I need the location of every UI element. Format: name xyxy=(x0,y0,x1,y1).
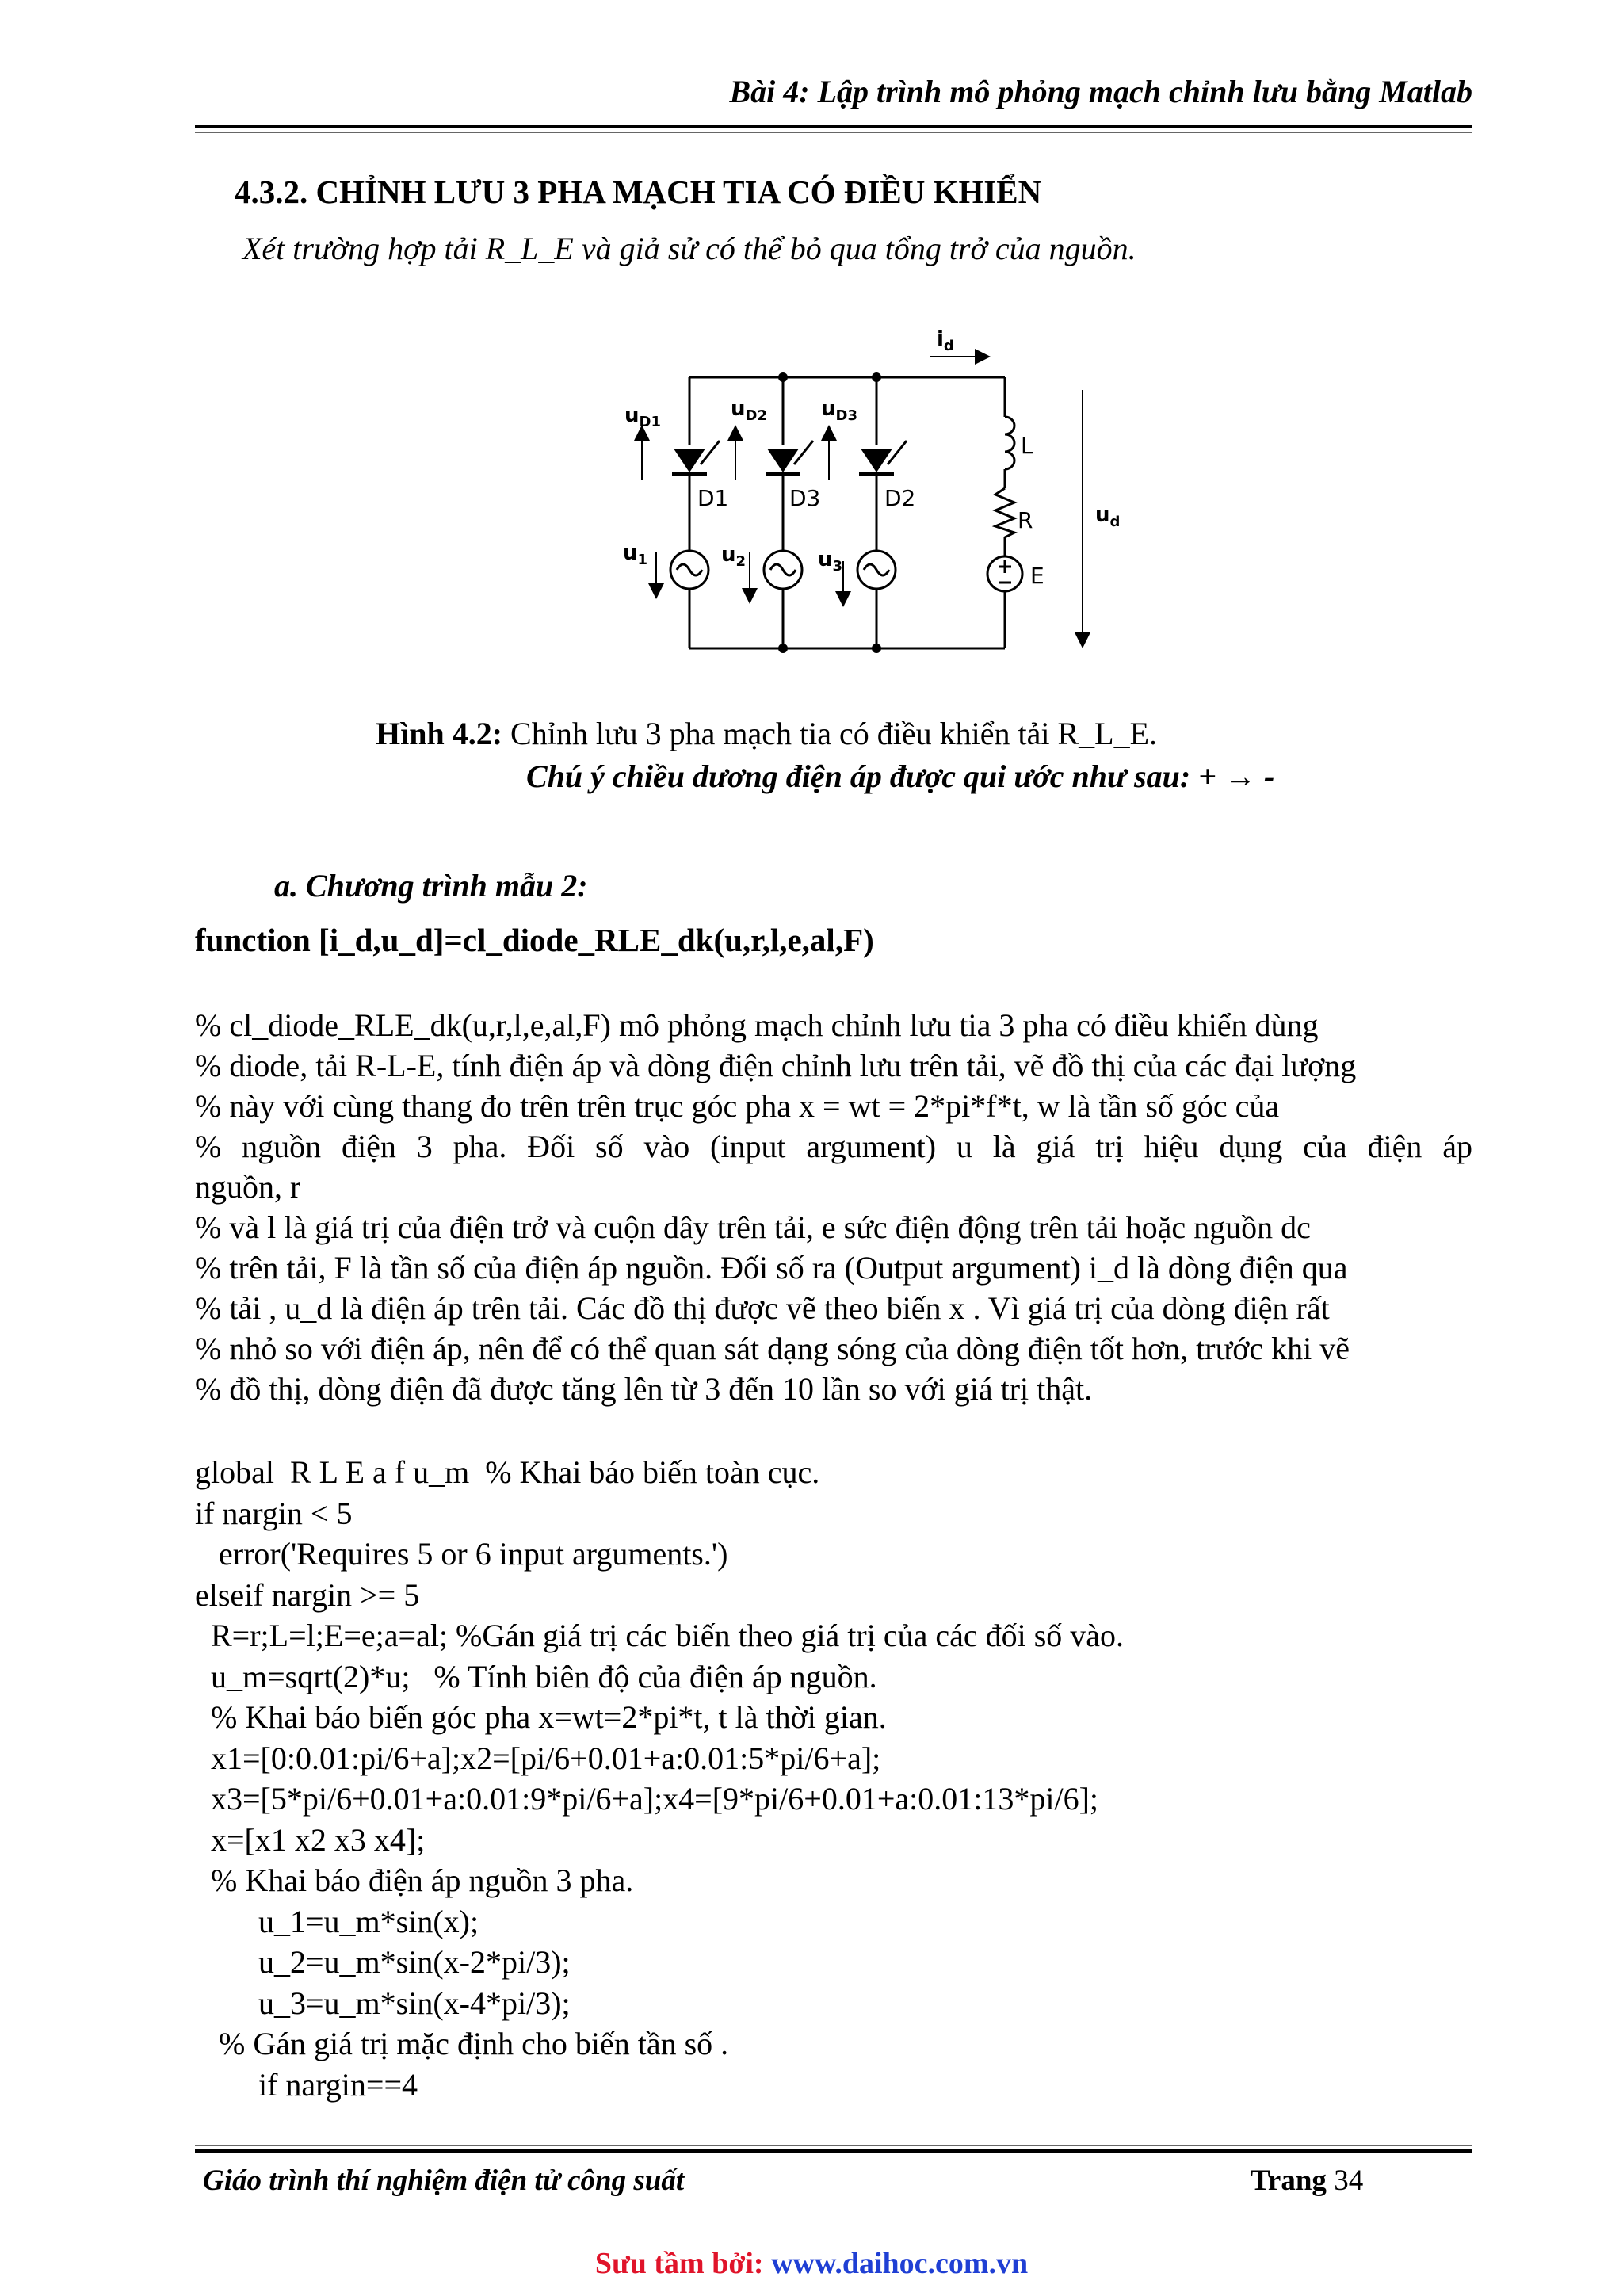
footer-rule-thin xyxy=(195,2145,1472,2146)
code-line: elseif nargin >= 5 xyxy=(195,1576,420,1613)
function-signature: function [i_d,u_d]=cl_diode_RLE_dk(u,r,l,e,al,F) xyxy=(195,922,874,958)
comment-line: % cl_diode_RLE_dk(u,r,l,e,al,F) mô phỏng mạch chỉnh lưu tia 3 pha có điều khiển dùng xyxy=(195,1007,1319,1043)
code-line: % Gán giá trị mặc định cho biến tần số . xyxy=(195,2026,729,2061)
svg-text:id: $i_d$ xyxy=(937,327,954,354)
comment-line: nguồn, r xyxy=(195,1169,301,1205)
footer-rule xyxy=(195,2149,1472,2153)
svg-text:L: L xyxy=(1021,433,1033,459)
code-line: error('Requires 5 or 6 input arguments.') xyxy=(195,1536,728,1572)
svg-text:u3: $u_3$ xyxy=(818,548,843,575)
section-intro: Xét trường hợp tải R_L_E và giả sử có thể bỏ qua tổng trở của nguồn. xyxy=(242,231,1136,266)
code-line: x1=[0:0.01:pi/6+a];x2=[pi/6+0.01+a:0.01:5*pi/6+a]; xyxy=(195,1740,881,1776)
svg-text:D3: D3 xyxy=(789,485,821,511)
svg-text:E: E xyxy=(1030,563,1044,589)
comment-line: % này với cùng thang đo trên trên trục góc pha x = wt = 2*pi*f*t, w là tần số góc của xyxy=(195,1088,1280,1124)
code-line: if nargin < 5 xyxy=(195,1495,353,1531)
footer-page-number: Trang 34 xyxy=(1251,2164,1364,2197)
code-line: if nargin==4 xyxy=(195,2066,418,2103)
comment-line: % diode, tải R-L-E, tính điện áp và dòng điện chỉnh lưu trên tải, vẽ đồ thị của các đại lượng xyxy=(195,1048,1357,1083)
footer-book-title: Giáo trình thí nghiệm điện tử công suất xyxy=(203,2164,685,2197)
code-line: u_3=u_m*sin(x-4*pi/3); xyxy=(195,1985,571,2021)
thyristor-icons xyxy=(672,441,907,474)
code-line: % Khai báo điện áp nguồn 3 pha. xyxy=(195,1862,634,1898)
header-rule xyxy=(195,125,1472,128)
comment-line: % nguồn điện 3 pha. Đối số vào (input argument) u là giá trị hiệu dụng của điện áp xyxy=(195,1129,1472,1164)
figure-note: Chú ý chiều dương điện áp được qui ước như sau: + → - xyxy=(526,758,1275,794)
svg-text:uD1: $u_{D1}$ xyxy=(624,403,661,430)
code-line: global R L E a f u_m % Khai báo biến toàn cục. xyxy=(195,1454,820,1490)
code-line: u_2=u_m*sin(x-2*pi/3); xyxy=(195,1944,571,1980)
comment-line: % tải , u_d là điện áp trên tải. Các đồ thị được vẽ theo biến x . Vì giá trị của dòng điện rất xyxy=(195,1290,1330,1326)
comment-line: % đồ thị, dòng điện đã được tăng lên từ 3 đến 10 lần so với giá trị thật. xyxy=(195,1371,1093,1407)
code-line: u_1=u_m*sin(x); xyxy=(195,1903,479,1939)
svg-text:u2: $u_2$ xyxy=(721,543,747,570)
code-line: u_m=sqrt(2)*u; % Tính biên độ của điện áp nguồn. xyxy=(195,1658,877,1694)
svg-text:u1: $u_1$ xyxy=(623,541,648,568)
svg-text:D1: D1 xyxy=(697,485,729,511)
code-line: R=r;L=l;E=e;a=al; %Gán giá trị các biến theo giá trị của các đối số vào. xyxy=(195,1618,1125,1653)
svg-text:ud: $u_d$ xyxy=(1095,503,1121,530)
comment-line: % trên tải, F là tần số của điện áp nguồn. Đối số ra (Output argument) i_d là dòng điện qua xyxy=(195,1250,1348,1286)
comment-line: % và l là giá trị của điện trở và cuộn dây trên tải, e sức điện động trên tải hoặc nguồn dc xyxy=(195,1209,1311,1245)
comment-block xyxy=(195,1005,1472,1409)
svg-text:D2: D2 xyxy=(884,485,916,511)
code-line: x=[x1 x2 x3 x4]; xyxy=(195,1821,426,1858)
footer-credit: Sưu tầm bởi: www.daihoc.com.vn xyxy=(594,2247,1029,2280)
code-block xyxy=(195,1452,1124,2105)
svg-text:R: R xyxy=(1018,507,1033,533)
svg-text:uD2: $u_{D2}$ xyxy=(731,397,767,424)
header-rule-thin xyxy=(195,132,1472,133)
code-line: x3=[5*pi/6+0.01+a:0.01:9*pi/6+a];x4=[9*pi/6+0.01+a:0.01:13*pi/6]; xyxy=(195,1781,1099,1817)
code-line: % Khai báo biến góc pha x=wt=2*pi*t, t là thời gian. xyxy=(195,1699,887,1735)
comment-line: % nhỏ so với điện áp, nên để có thể quan sát dạng sóng của dòng điện tốt hơn, trước khi vẽ xyxy=(195,1331,1350,1366)
section-heading: 4.3.2. CHỈNH LƯU 3 PHA MẠCH TIA CÓ ĐIỀU KHIỂN xyxy=(235,174,1042,210)
header-title: Bài 4: Lập trình mô phỏng mạch chỉnh lưu bằng Matlab xyxy=(729,74,1472,109)
figure-caption: Hình 4.2: Chỉnh lưu 3 pha mạch tia có điều khiển tải R_L_E. xyxy=(376,716,1158,751)
svg-text:uD3: $u_{D3}$ xyxy=(821,397,857,424)
subsection-heading: a. Chương trình mẫu 2: xyxy=(274,868,588,904)
circuit-diagram xyxy=(610,314,1133,663)
dc-source-icon xyxy=(987,556,1022,591)
